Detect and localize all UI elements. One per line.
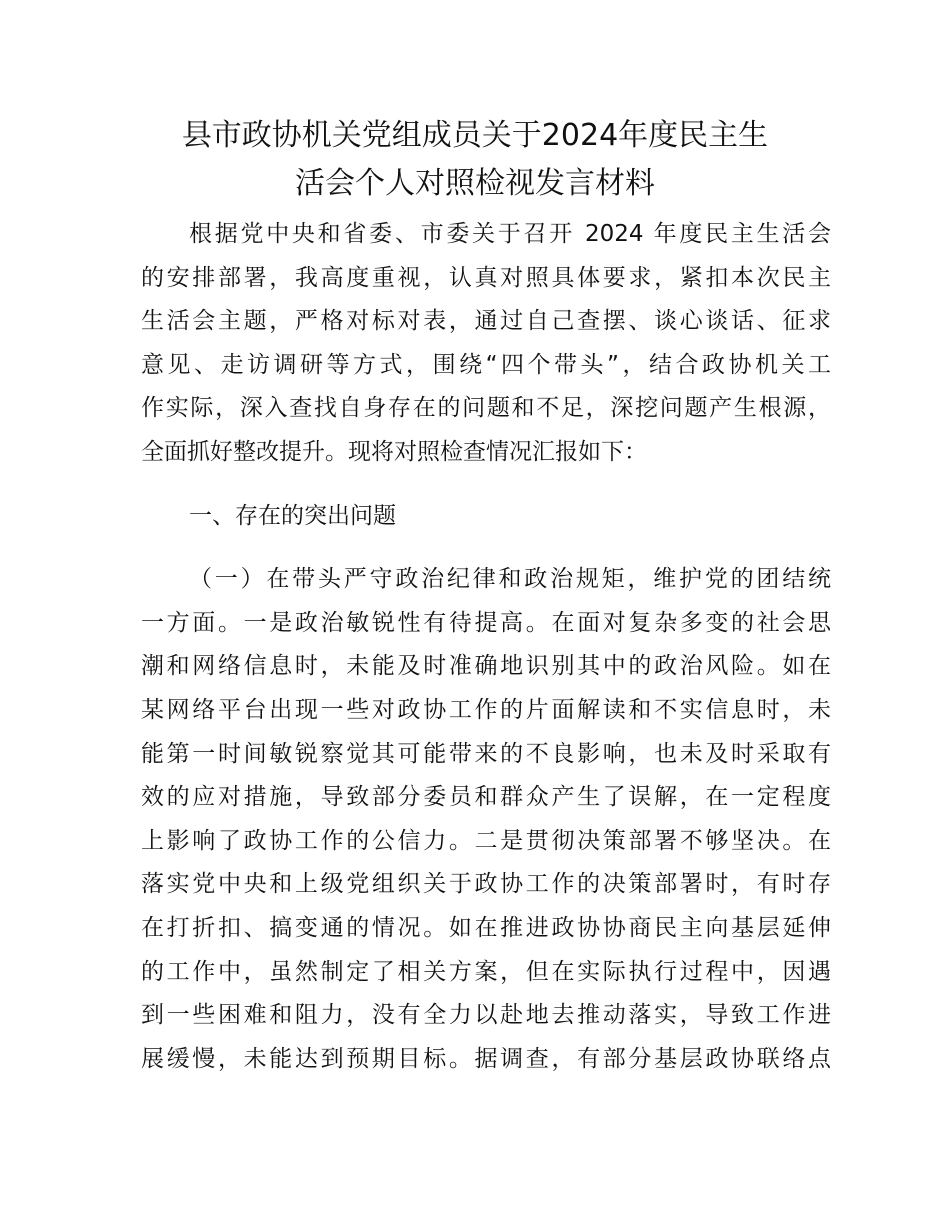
paragraph-line: 潮和网络信息时，未能及时准确地识别其中的政治风险。如在 bbox=[141, 653, 831, 680]
paragraph-line: 根据党中央和省委、市委关于召开 2024 年度民主生活会 bbox=[189, 221, 831, 247]
paragraph-line: 的安排部署，我高度重视，认真对照具体要求，紧扣本次民主 bbox=[141, 264, 831, 291]
document-body bbox=[141, 213, 831, 1081]
intro-paragraph bbox=[141, 213, 831, 475]
document-title bbox=[100, 112, 850, 208]
paragraph-line: 全面抓好整改提升。现将对照检查情况汇报如下： bbox=[141, 438, 647, 465]
paragraph-line: 的工作中，虽然制定了相关方案，但在实际执行过程中，因遇 bbox=[141, 958, 831, 985]
paragraph-line: 上影响了政协工作的公信力。二是贯彻决策部署不够坚决。在 bbox=[141, 827, 831, 854]
paragraph-line: 意见、走访调研等方式，围绕“四个带头”，结合政协机关工 bbox=[141, 351, 831, 378]
paragraph-line: 展缓慢，未能达到预期目标。据调查，有部分基层政协联络点 bbox=[141, 1045, 831, 1072]
paragraph-line: 落实党中央和上级党组织关于政协工作的决策部署时，有时存 bbox=[141, 871, 831, 898]
paragraph-line: 效的应对措施，导致部分委员和群众产生了误解，在一定程度 bbox=[141, 784, 831, 811]
problem-paragraph bbox=[141, 558, 831, 1081]
title-line: 县市政协机关党组成员关于2024年度民主生 bbox=[181, 118, 769, 153]
title-line: 活会个人对照检视发言材料 bbox=[295, 166, 655, 201]
paragraph-line: 能第一时间敏锐察觉其可能带来的不良影响，也未及时采取有 bbox=[141, 740, 831, 767]
paragraph-line: 在打折扣、搞变通的情况。如在推进政协协商民主向基层延伸 bbox=[141, 914, 831, 941]
section-heading: 一、存在的突出问题 bbox=[189, 502, 396, 529]
paragraph-line: （一）在带头严守政治纪律和政治规矩，维护党的团结统 bbox=[189, 566, 831, 593]
paragraph-line: 生活会主题，严格对标对表，通过自己查摆、谈心谈话、征求 bbox=[141, 308, 831, 335]
paragraph-line: 到一些困难和阻力，没有全力以赴地去推动落实，导致工作进 bbox=[141, 1002, 831, 1029]
paragraph-line: 某网络平台出现一些对政协工作的片面解读和不实信息时，未 bbox=[141, 696, 831, 723]
paragraph-line: 作实际，深入查找自身存在的问题和不足，深挖问题产生根源， bbox=[141, 395, 831, 422]
paragraph-line: 一方面。一是政治敏锐性有待提高。在面对复杂多变的社会思 bbox=[141, 609, 831, 636]
